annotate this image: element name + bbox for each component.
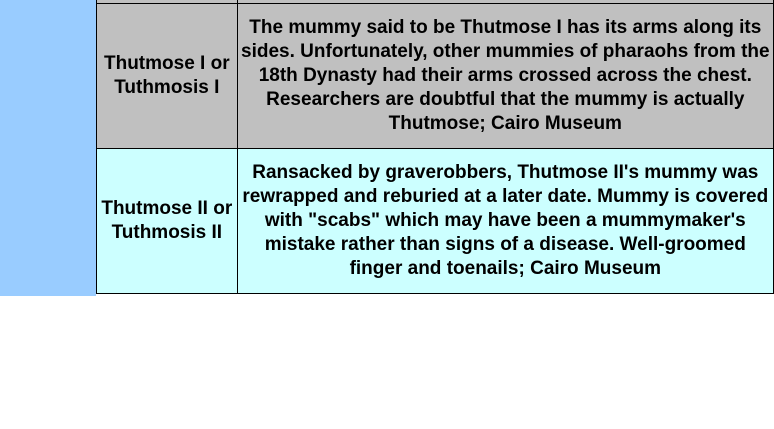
table-row [97,149,774,294]
mummy-description-cell: Ransacked by graverobbers, Thutmose II's mummy was rewrapped and reburied at a later date. Mummy is covered with "scabs" which may have been a mummymaker's mistake rather than signs of a disease. Well-groomed finger and toenails; Cairo Museum [237,149,773,294]
pharaoh-name-cell: Thutmose II or Tuthmosis II [97,149,238,294]
mummy-table [96,0,774,294]
table-row [97,4,774,149]
side-panel [0,0,96,296]
pharaoh-name-cell: Thutmose I or Tuthmosis I [97,4,238,149]
mummy-description-cell: The mummy said to be Thutmose I has its arms along its sides. Unfortunately, other mummies of pharaohs from the 18th Dynasty had their arms crossed across the chest. Researchers are doubtful that the mummy is actually Thutmose; Cairo Museum [237,4,773,149]
